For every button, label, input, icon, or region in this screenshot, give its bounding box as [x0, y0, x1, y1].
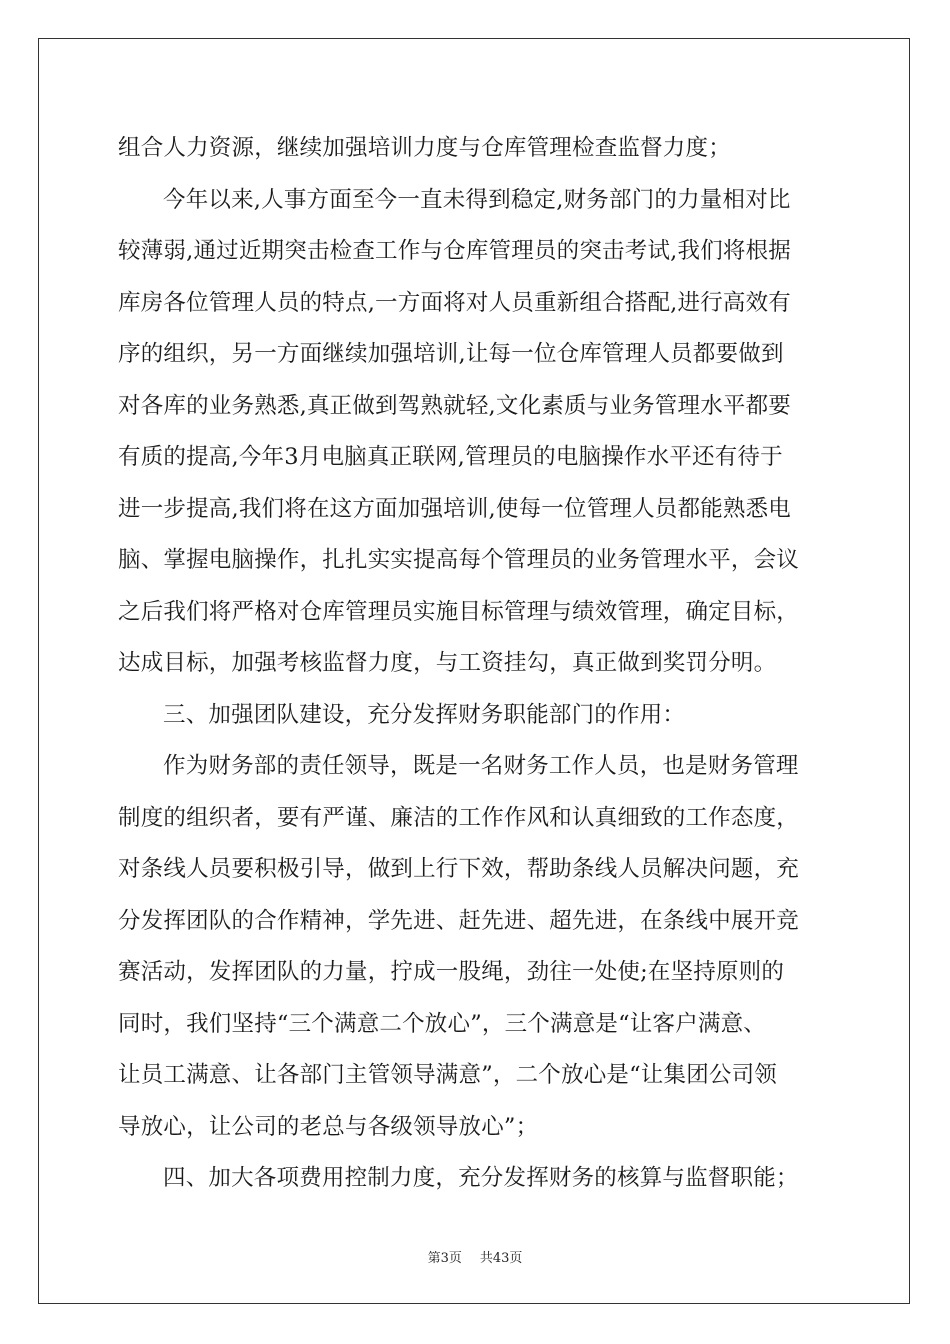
text-line: 组合人力资源，继续加强培训力度与仓库管理检查监督力度；	[118, 135, 731, 161]
text-line: 库房各位管理人员的特点,一方面将对人员重新组合搭配,进行高效有	[118, 289, 792, 316]
text-line: 有质的提高,今年3月电脑真正联网,管理员的电脑操作水平还有待于	[118, 444, 783, 470]
text-line: 制度的组织者，要有严谨、廉洁的工作作风和认真细致的工作态度，	[118, 804, 800, 831]
text-line: 之后我们将严格对仓库管理员实施目标管理与绩效管理，确定目标，	[118, 598, 800, 625]
text-line: 达成目标，加强考核监督力度，与工资挂勾，真正做到奖罚分明。	[118, 650, 777, 676]
text-line: 赛活动，发挥团队的力量，拧成一股绳，劲往一处使;在坚持原则的	[118, 959, 785, 985]
text-line: 今年以来,人事方面至今一直未得到稳定,财务部门的力量相对比	[163, 186, 791, 213]
text-line: 分发挥团队的合作精神，学先进、赶先进、超先进，在条线中展开竞	[118, 907, 800, 934]
page-total: 共43页	[479, 1251, 523, 1266]
text-line: 导放心，让公司的老总与各级领导放心”；	[118, 1113, 539, 1140]
text-line: 序的组织，另一方面继续加强培训,让每一位仓库管理人员都要做到	[118, 341, 784, 367]
page-number: 第3页	[427, 1251, 462, 1266]
text-line: 同时，我们坚持“三个满意二个放心”，三个满意是“让客户满意、	[118, 1010, 767, 1037]
section-heading: 四、加大各项费用控制力度，充分发挥财务的核算与监督职能；	[163, 1165, 799, 1191]
text-line: 让员工满意、让各部门主管领导满意”，二个放心是“让集团公司领	[118, 1062, 778, 1088]
text-line: 对条线人员要积极引导，做到上行下效，帮助条线人员解决问题，充	[118, 856, 800, 882]
page-footer	[0, 1247, 950, 1266]
section-heading: 三、加强团队建设，充分发挥财务职能部门的作用：	[163, 701, 686, 728]
text-line: 进一步提高,我们将在这方面加强培训,使每一位管理人员都能熟悉电	[118, 495, 792, 522]
text-line: 脑、掌握电脑操作，扎扎实实提高每个管理员的业务管理水平，会议	[118, 547, 800, 573]
text-line: 较薄弱,通过近期突击检查工作与仓库管理员的突击考试,我们将根据	[118, 238, 792, 264]
text-line: 对各库的业务熟悉,真正做到驾熟就轻,文化素质与业务管理水平都要	[118, 392, 792, 419]
document-body	[118, 123, 834, 1205]
text-line: 作为财务部的责任领导，既是一名财务工作人员，也是财务管理	[163, 753, 799, 779]
